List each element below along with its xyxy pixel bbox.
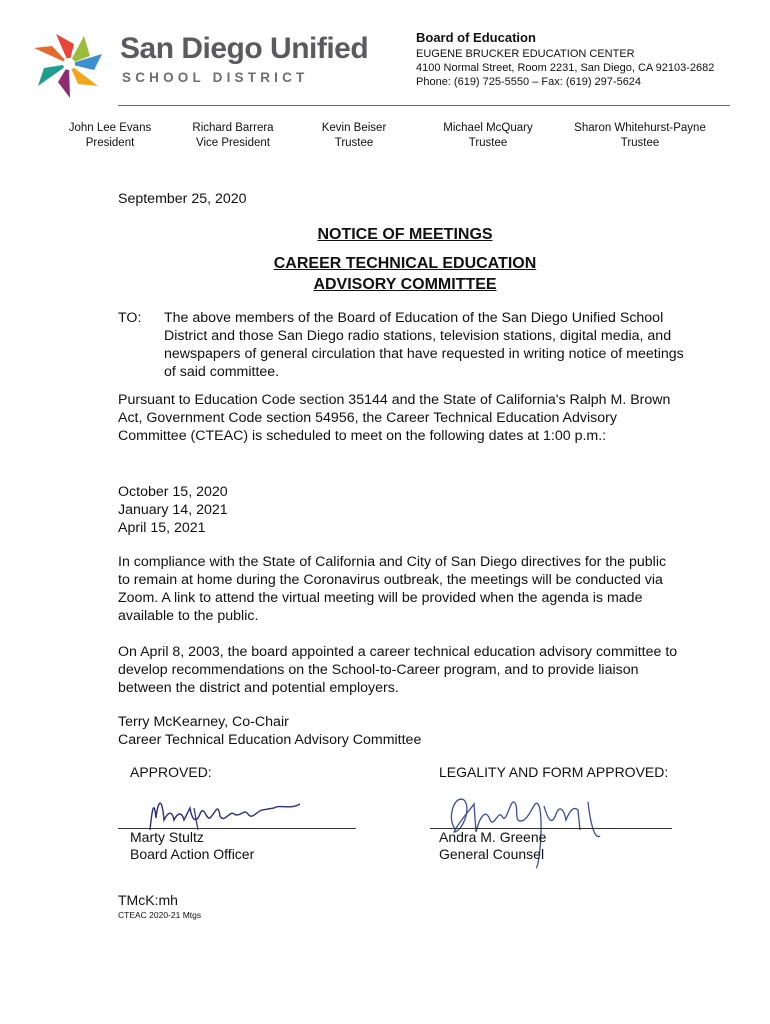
signer-committee: Career Technical Education Advisory Committee xyxy=(118,732,422,748)
notice-subtitle-line2: ADVISORY COMMITTEE xyxy=(313,276,497,293)
header-divider xyxy=(118,105,730,106)
approver-left xyxy=(130,829,254,863)
board-title: Board of Education xyxy=(416,30,536,45)
file-reference: CTEAC 2020-21 Mtgs xyxy=(118,910,202,920)
meeting-date: January 14, 2021 xyxy=(118,502,228,518)
member-name: Richard Barrera xyxy=(192,122,274,134)
meeting-date: October 15, 2020 xyxy=(118,484,228,500)
district-name: San Diego Unified xyxy=(120,32,369,65)
meeting-dates-list xyxy=(118,483,678,537)
member-beiser xyxy=(279,121,429,150)
member-role: Trustee xyxy=(334,136,374,149)
meeting-date: April 15, 2021 xyxy=(118,520,206,536)
board-phone: Phone: (619) 725-5550 – Fax: (619) 297-5624 xyxy=(416,76,642,88)
member-whitehurst-payne xyxy=(555,121,725,150)
approved-label: APPROVED: xyxy=(130,764,212,780)
board-address: 4100 Normal Street, Room 2231, San Diego, CA 92103-2682 xyxy=(416,62,715,74)
member-name: Michael McQuary xyxy=(443,122,533,134)
board-contact-block xyxy=(416,30,714,89)
to-label: TO: xyxy=(118,310,142,326)
member-name: Sharon Whitehurst-Payne xyxy=(574,122,706,134)
to-recipients: The above members of the Board of Education of the San Diego Unified School District and those San Diego radio stations, television stations, digital media, and newspapers of general circulation that have requested in writing notice of meetings of said committee. xyxy=(164,310,684,380)
approver-left-title: Board Action Officer xyxy=(130,846,255,862)
district-star-logo-icon xyxy=(28,28,110,100)
paragraph-authority: Pursuant to Education Code section 35144 and the State of California's Ralph M. Brown Act, Government Code section 54956, the Career Technical Education Advisory Committee (CTEAC) is scheduled to meet on the following dates at 1:00 p.m.: xyxy=(118,392,671,444)
letter-date: September 25, 2020 xyxy=(118,191,247,207)
member-name: John Lee Evans xyxy=(68,122,152,134)
typist-initials: TMcK:mh xyxy=(118,892,178,908)
paragraph-zoom: In compliance with the State of California and City of San Diego directives for the public to remain at home during the Coronavirus outbreak, the meetings will be conducted via Zoom. A link to attend the virtual meeting will be provided when the agenda is made available to the public. xyxy=(118,554,667,624)
member-role: Trustee xyxy=(468,136,508,149)
signer-name: Terry McKearney, Co-Chair xyxy=(118,714,289,730)
approver-left-name: Marty Stultz xyxy=(130,829,204,845)
legality-approved-label: LEGALITY AND FORM APPROVED: xyxy=(439,764,669,780)
board-center: EUGENE BRUCKER EDUCATION CENTER xyxy=(416,48,635,60)
district-subtitle: SCHOOL DISTRICT xyxy=(122,70,309,85)
district-logo xyxy=(28,28,369,104)
approver-right-name: Andra M. Greene xyxy=(439,829,547,845)
member-role: Trustee xyxy=(620,136,660,149)
member-mcquary xyxy=(413,121,563,150)
paragraph-history: On April 8, 2003, the board appointed a career technical education advisory committee to develop recommendations on the School-to-Career program, and to provide liaison between the district and potential employers. xyxy=(118,644,678,696)
member-role: Vice President xyxy=(196,136,270,149)
signer-block xyxy=(118,713,678,749)
member-name: Kevin Beiser xyxy=(321,122,387,134)
approver-right-title: General Counsel xyxy=(439,846,545,862)
approver-right xyxy=(439,829,546,863)
notice-subtitle-line1: CAREER TECHNICAL EDUCATION xyxy=(273,255,537,272)
notice-title: NOTICE OF MEETINGS xyxy=(317,226,493,243)
member-role: President xyxy=(85,136,135,149)
